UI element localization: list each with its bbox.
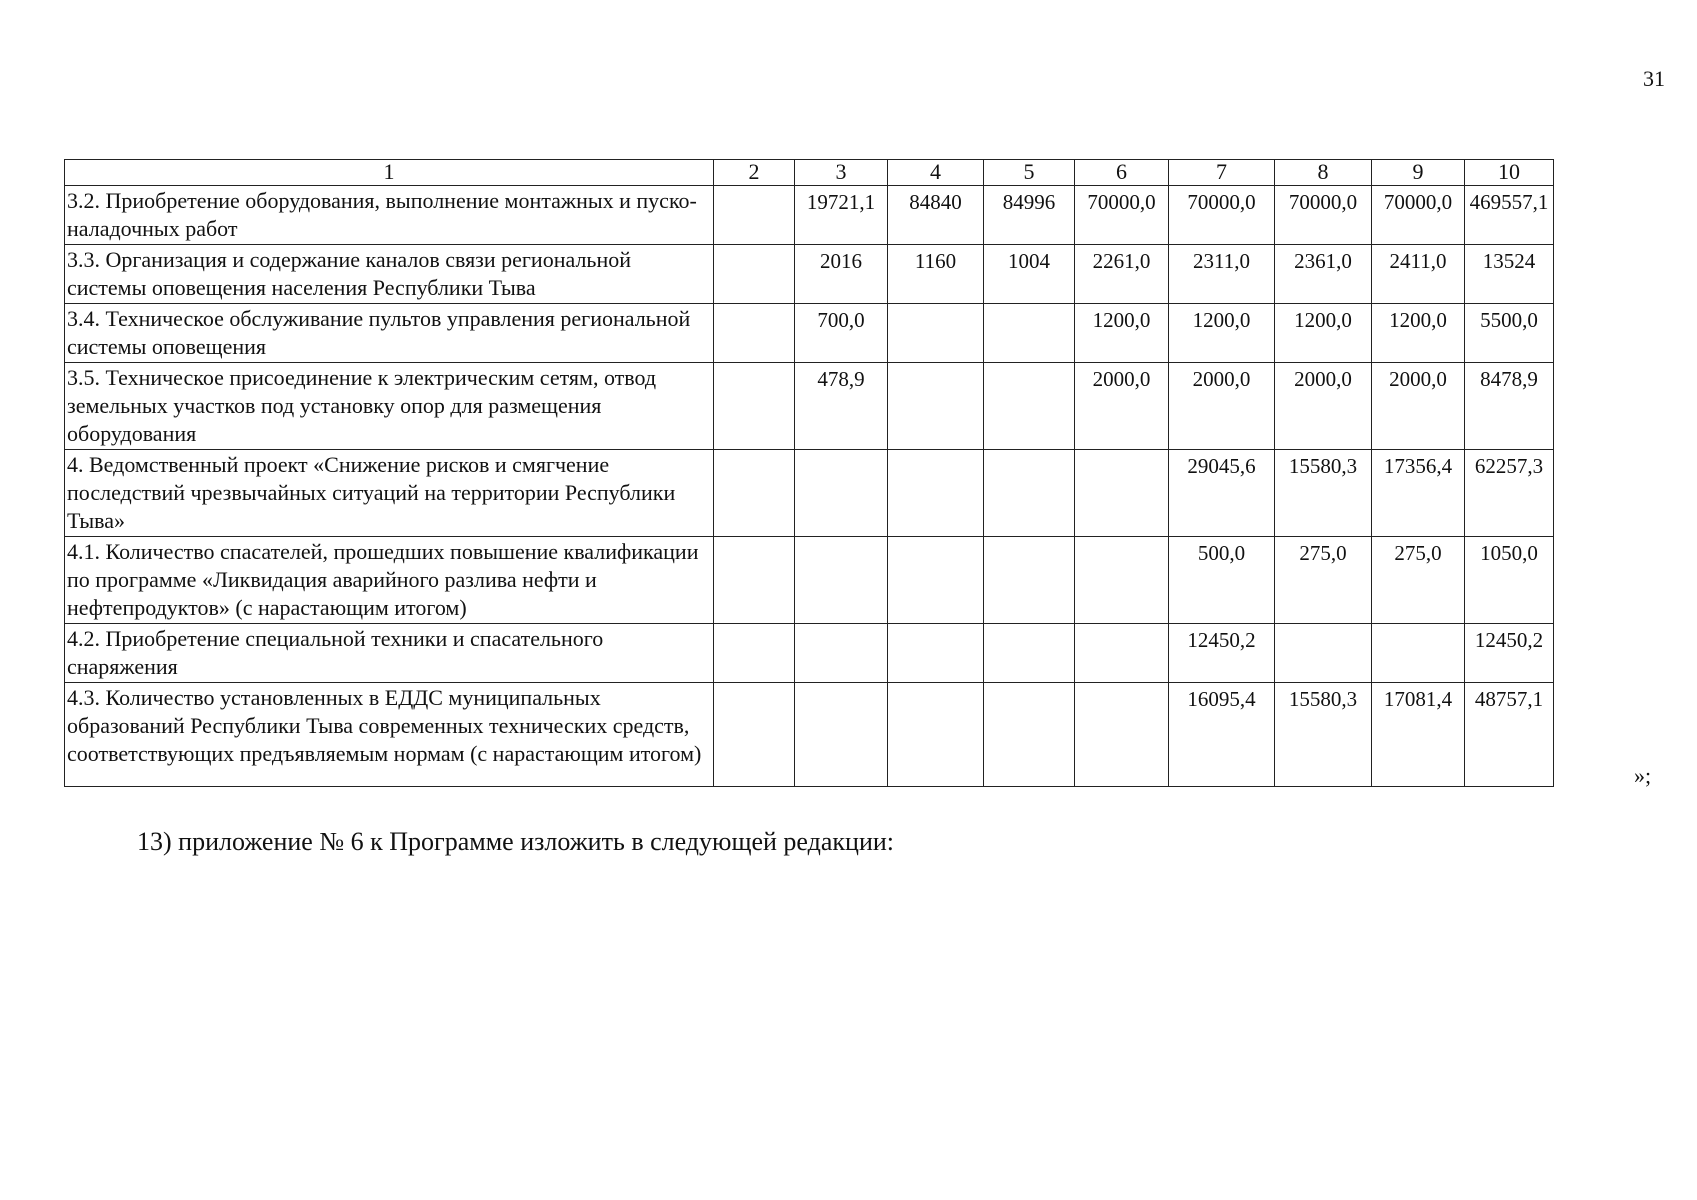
value-cell-col-3: 19721,1 (795, 186, 888, 245)
value-cell-col-10: 12450,2 (1465, 624, 1554, 683)
row-name-cell: 4.3. Количество установленных в ЕДДС муниципальных образований Республики Тыва современных технических средств, соответствующих предъявляемым нормам (с нарастающим итогом) (65, 683, 714, 787)
row-name-cell: 3.3. Организация и содержание каналов связи региональной системы оповещения населения Республики Тыва (65, 245, 714, 304)
budget-table-wrap (64, 159, 1554, 787)
value-cell-col-9: 1200,0 (1372, 304, 1465, 363)
value-cell-col-8 (1275, 624, 1372, 683)
value-cell-col-3: 478,9 (795, 363, 888, 450)
value-cell-col-5 (984, 624, 1075, 683)
column-header-6: 6 (1075, 160, 1169, 186)
value-cell-col-2 (714, 186, 795, 245)
value-cell-col-7: 29045,6 (1169, 450, 1275, 537)
value-cell-col-5 (984, 450, 1075, 537)
column-header-4: 4 (888, 160, 984, 186)
value-cell-col-9: 275,0 (1372, 537, 1465, 624)
budget-table (64, 159, 1554, 787)
value-cell-col-5 (984, 683, 1075, 787)
value-cell-col-4 (888, 304, 984, 363)
value-cell-col-2 (714, 304, 795, 363)
column-header-10: 10 (1465, 160, 1554, 186)
value-cell-col-6 (1075, 624, 1169, 683)
row-name-cell: 3.5. Техническое присоединение к электрическим сетям, отвод земельных участков под установку опор для размещения оборудования (65, 363, 714, 450)
value-cell-col-6: 70000,0 (1075, 186, 1169, 245)
value-cell-col-8: 1200,0 (1275, 304, 1372, 363)
column-header-8: 8 (1275, 160, 1372, 186)
column-header-2: 2 (714, 160, 795, 186)
value-cell-col-2 (714, 537, 795, 624)
value-cell-col-7: 16095,4 (1169, 683, 1275, 787)
value-cell-col-7: 70000,0 (1169, 186, 1275, 245)
column-header-7: 7 (1169, 160, 1275, 186)
closing-quote-mark: »; (1634, 763, 1652, 788)
column-header-3: 3 (795, 160, 888, 186)
row-name-cell: 3.2. Приобретение оборудования, выполнение монтажных и пуско-наладочных работ (65, 186, 714, 245)
table-row (65, 363, 1554, 450)
value-cell-col-3: 700,0 (795, 304, 888, 363)
value-cell-col-3: 2016 (795, 245, 888, 304)
value-cell-col-5 (984, 537, 1075, 624)
value-cell-col-5: 1004 (984, 245, 1075, 304)
value-cell-col-4 (888, 363, 984, 450)
header-row (65, 160, 1554, 186)
table-row (65, 624, 1554, 683)
value-cell-col-10: 8478,9 (1465, 363, 1554, 450)
value-cell-col-4: 84840 (888, 186, 984, 245)
value-cell-col-6: 2261,0 (1075, 245, 1169, 304)
value-cell-col-6: 1200,0 (1075, 304, 1169, 363)
value-cell-col-9 (1372, 624, 1465, 683)
value-cell-col-8: 275,0 (1275, 537, 1372, 624)
row-name-cell: 4.2. Приобретение специальной техники и спасательного снаряжения (65, 624, 714, 683)
table-row (65, 683, 1554, 787)
value-cell-col-7: 2311,0 (1169, 245, 1275, 304)
table-row (65, 450, 1554, 537)
instruction-paragraph: 13) приложение № 6 к Программе изложить в следующей редакции: (137, 827, 894, 856)
value-cell-col-9: 2411,0 (1372, 245, 1465, 304)
value-cell-col-10: 5500,0 (1465, 304, 1554, 363)
value-cell-col-5 (984, 363, 1075, 450)
value-cell-col-6 (1075, 683, 1169, 787)
value-cell-col-4 (888, 683, 984, 787)
table-row (65, 304, 1554, 363)
value-cell-col-9: 70000,0 (1372, 186, 1465, 245)
table-header (65, 160, 1554, 186)
value-cell-col-4 (888, 450, 984, 537)
row-name-cell: 4.1. Количество спасателей, прошедших повышение квалификации по программе «Ликвидация аварийного разлива нефти и нефтепродуктов» (с нарастающим итогом) (65, 537, 714, 624)
value-cell-col-10: 13524 (1465, 245, 1554, 304)
table-row (65, 537, 1554, 624)
value-cell-col-2 (714, 624, 795, 683)
row-name-cell: 3.4. Техническое обслуживание пультов управления региональной системы оповещения (65, 304, 714, 363)
value-cell-col-8: 2361,0 (1275, 245, 1372, 304)
value-cell-col-6: 2000,0 (1075, 363, 1169, 450)
value-cell-col-2 (714, 450, 795, 537)
column-header-5: 5 (984, 160, 1075, 186)
value-cell-col-8: 70000,0 (1275, 186, 1372, 245)
value-cell-col-4 (888, 624, 984, 683)
value-cell-col-3 (795, 450, 888, 537)
value-cell-col-7: 1200,0 (1169, 304, 1275, 363)
table-row (65, 245, 1554, 304)
value-cell-col-2 (714, 245, 795, 304)
table-body (65, 186, 1554, 787)
value-cell-col-8: 15580,3 (1275, 450, 1372, 537)
page-number: 31 (1643, 66, 1665, 91)
value-cell-col-2 (714, 683, 795, 787)
value-cell-col-9: 17081,4 (1372, 683, 1465, 787)
row-name-cell: 4. Ведомственный проект «Снижение рисков и смягчение последствий чрезвычайных ситуаций на территории Республики Тыва» (65, 450, 714, 537)
value-cell-col-10: 1050,0 (1465, 537, 1554, 624)
value-cell-col-3 (795, 683, 888, 787)
value-cell-col-7: 2000,0 (1169, 363, 1275, 450)
column-header-9: 9 (1372, 160, 1465, 186)
value-cell-col-4: 1160 (888, 245, 984, 304)
value-cell-col-9: 2000,0 (1372, 363, 1465, 450)
value-cell-col-3 (795, 537, 888, 624)
value-cell-col-4 (888, 537, 984, 624)
value-cell-col-5: 84996 (984, 186, 1075, 245)
value-cell-col-7: 12450,2 (1169, 624, 1275, 683)
value-cell-col-2 (714, 363, 795, 450)
value-cell-col-5 (984, 304, 1075, 363)
value-cell-col-6 (1075, 450, 1169, 537)
value-cell-col-10: 48757,1 (1465, 683, 1554, 787)
value-cell-col-3 (795, 624, 888, 683)
value-cell-col-8: 2000,0 (1275, 363, 1372, 450)
value-cell-col-9: 17356,4 (1372, 450, 1465, 537)
value-cell-col-10: 469557,1 (1465, 186, 1554, 245)
table-row (65, 186, 1554, 245)
value-cell-col-6 (1075, 537, 1169, 624)
value-cell-col-8: 15580,3 (1275, 683, 1372, 787)
column-header-1: 1 (65, 160, 714, 186)
value-cell-col-10: 62257,3 (1465, 450, 1554, 537)
value-cell-col-7: 500,0 (1169, 537, 1275, 624)
